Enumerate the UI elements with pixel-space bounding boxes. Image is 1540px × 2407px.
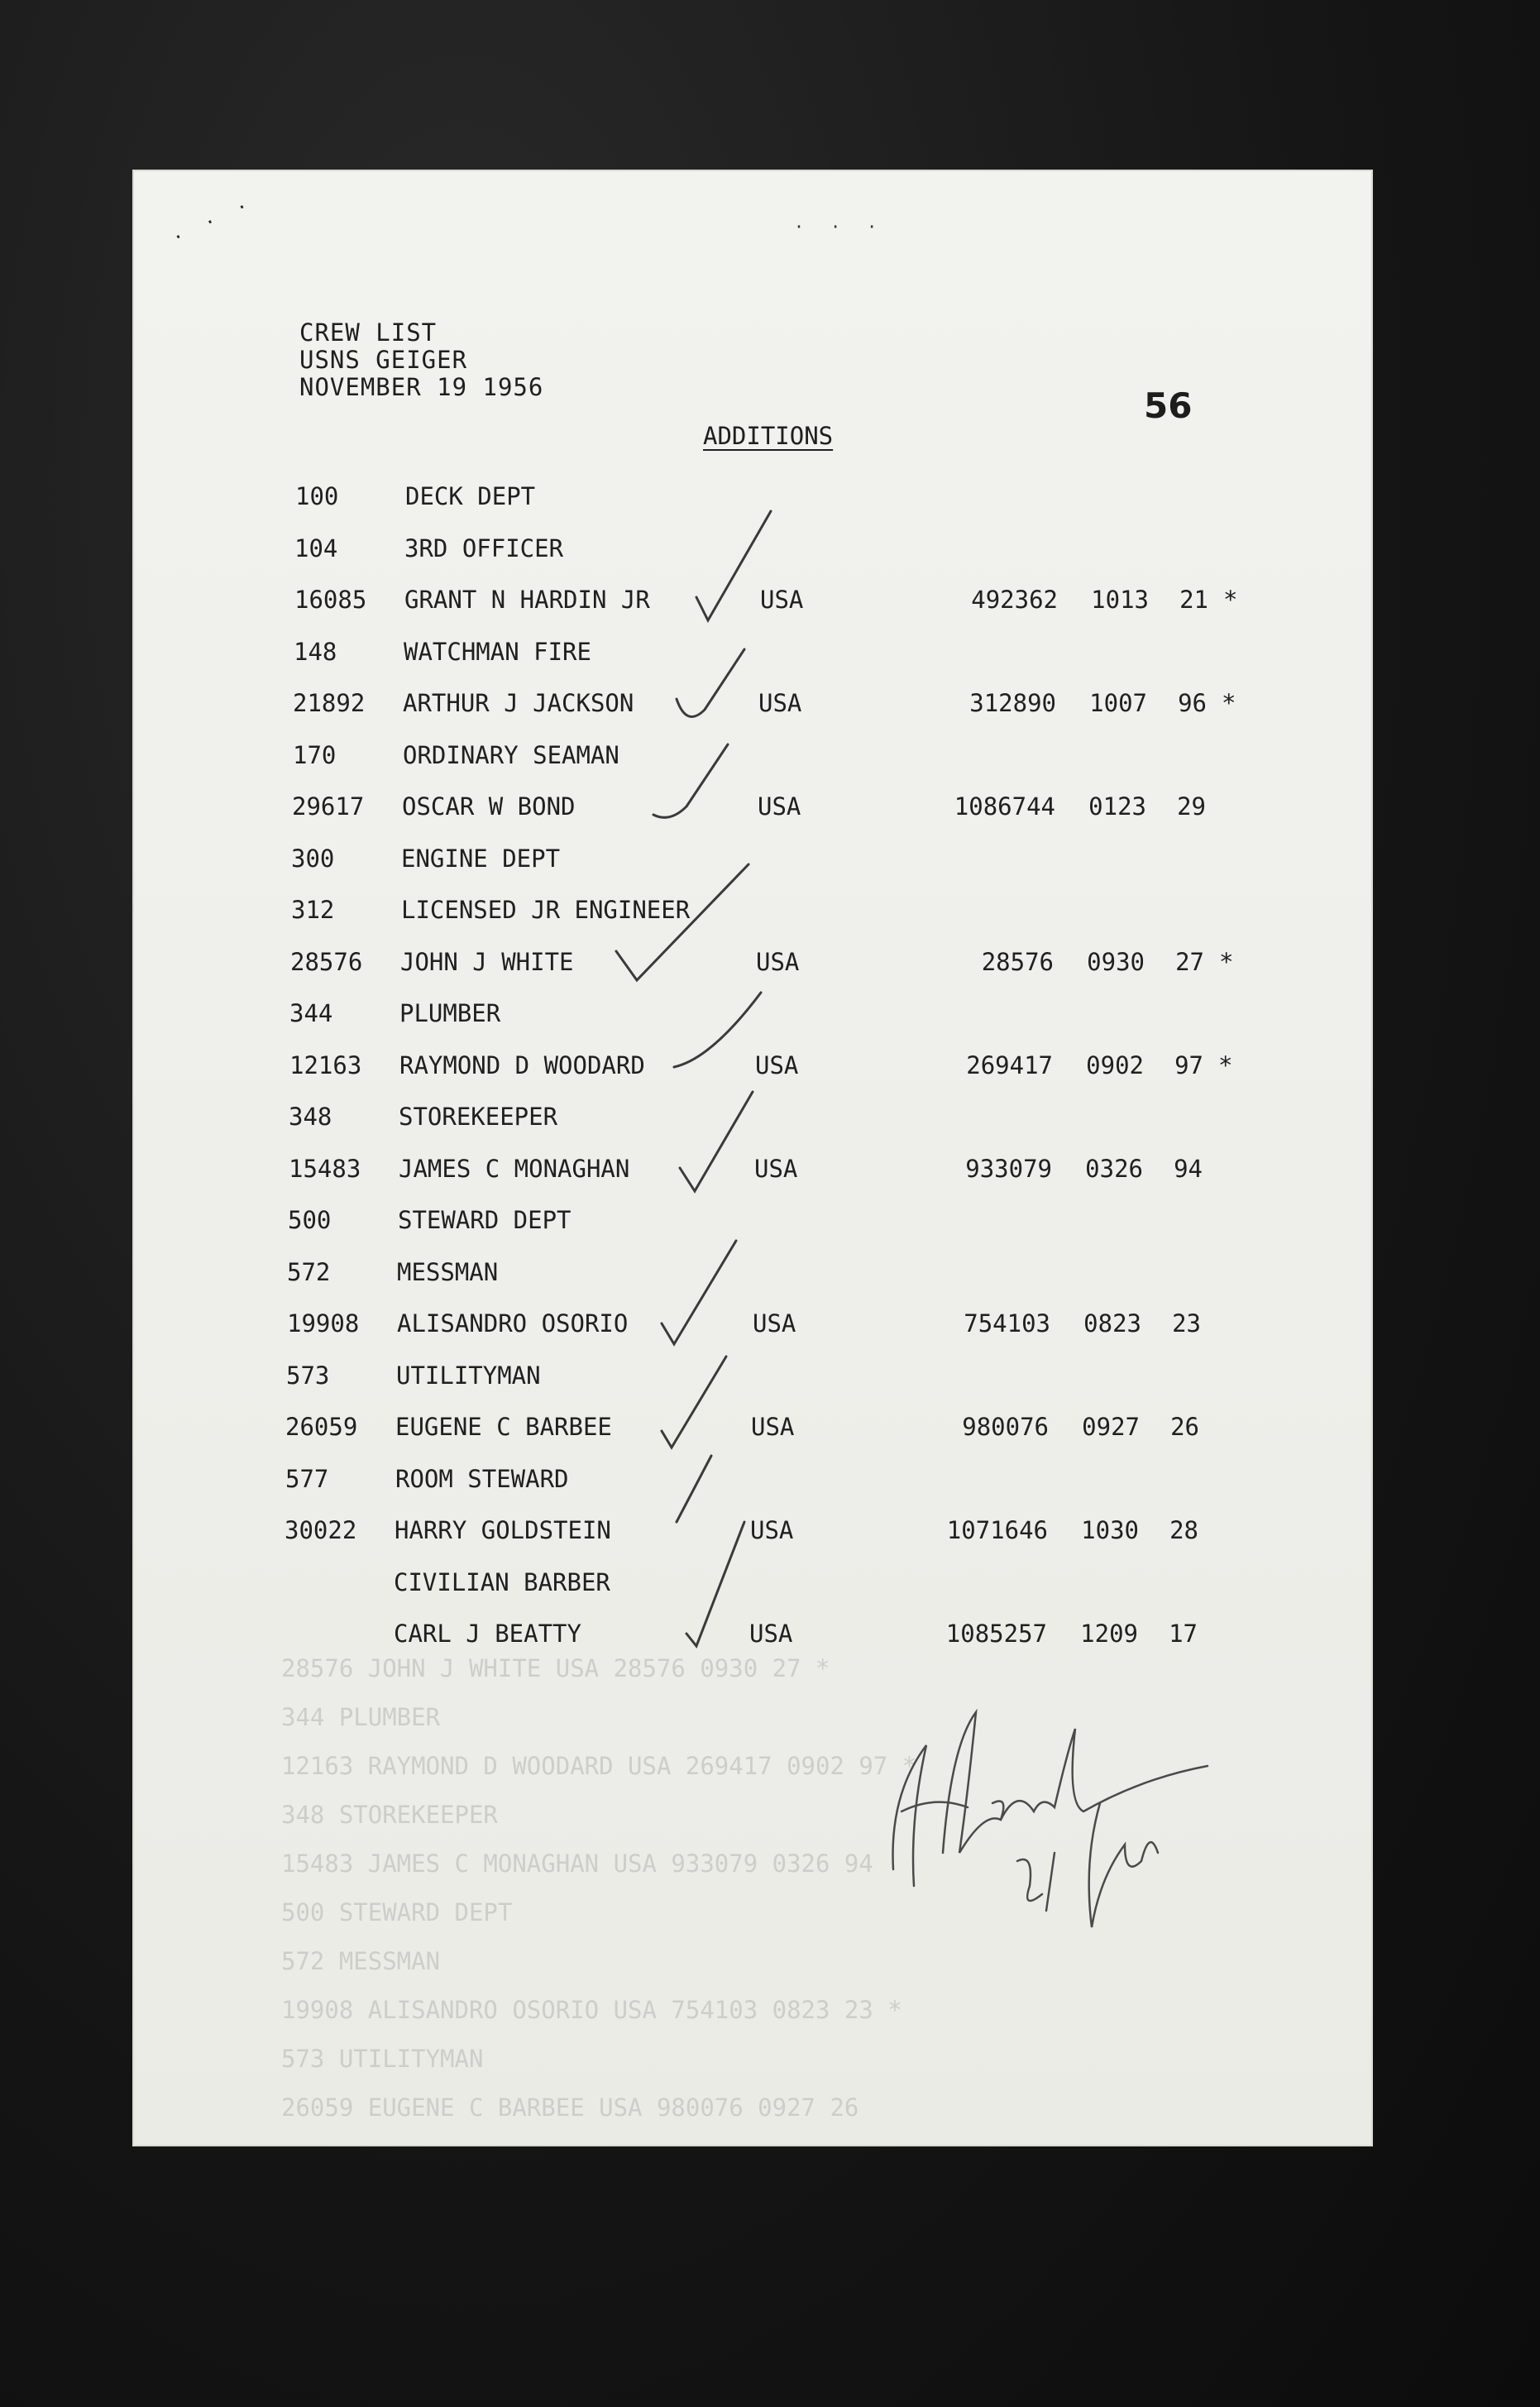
time-value: 0823 <box>1083 1309 1141 1337</box>
section-title: ADDITIONS <box>703 422 834 450</box>
bleed-through-line: 500 STEWARD DEPT <box>281 1898 513 1926</box>
bleed-through-line: 348 STOREKEEPER <box>281 1801 498 1829</box>
age-value: 28 <box>1169 1516 1198 1544</box>
table-row <box>0 741 1540 774</box>
header-line-1: CREW LIST <box>299 318 438 347</box>
table-row <box>0 792 1540 825</box>
bleed-through-line: 344 PLUMBER <box>281 1703 441 1731</box>
crew-entry-label: HARRY GOLDSTEIN <box>395 1516 611 1544</box>
crew-code: 15483 <box>289 1154 361 1183</box>
table-row <box>0 586 1540 619</box>
paper-specks-top: · · · <box>794 217 886 237</box>
crew-code: 573 <box>286 1361 330 1390</box>
crew-code: 28576 <box>290 947 363 976</box>
table-row <box>0 1568 1540 1601</box>
crew-entry-label: STOREKEEPER <box>399 1103 558 1131</box>
crew-code: 500 <box>288 1206 332 1234</box>
crew-entry-label: ORDINARY SEAMAN <box>403 740 619 769</box>
crew-entry-label: MESSMAN <box>397 1257 499 1286</box>
table-row <box>0 1516 1540 1549</box>
crew-code: 19908 <box>287 1309 360 1337</box>
age-value: 97 <box>1174 1050 1203 1079</box>
table-row <box>0 845 1540 878</box>
nationality: USA <box>754 1154 798 1183</box>
crew-entry-label: CIVILIAN BARBER <box>394 1567 610 1596</box>
certificate-number: 1071646 <box>946 1516 1048 1544</box>
bleed-through-line: 12163 RAYMOND D WOODARD USA 269417 0902 97 * <box>281 1752 917 1780</box>
nationality: USA <box>753 1309 796 1337</box>
time-value: 0927 <box>1082 1413 1140 1441</box>
crew-entry-label: OSCAR W BOND <box>402 792 576 821</box>
crew-entry-label: DECK DEPT <box>405 482 536 510</box>
crew-code: 29617 <box>292 792 365 821</box>
table-row <box>0 1051 1540 1084</box>
crew-code: 148 <box>294 637 337 666</box>
time-value: 0123 <box>1088 792 1146 821</box>
crew-code: 100 <box>295 482 339 510</box>
age-value: 21 <box>1179 586 1208 614</box>
asterisk-mark: * <box>1219 947 1234 976</box>
crew-entry-label: ENGINE DEPT <box>401 844 561 873</box>
crew-entry-label: GRANT N HARDIN JR <box>404 586 650 614</box>
crew-code: 572 <box>287 1257 331 1286</box>
table-row <box>0 534 1540 567</box>
table-row <box>0 1258 1540 1291</box>
table-row <box>0 896 1540 929</box>
crew-code: 348 <box>289 1103 332 1131</box>
certificate-number: 1085257 <box>945 1620 1047 1648</box>
crew-entry-label: JOHN J WHITE <box>400 947 574 976</box>
bleed-through-line: 15483 JAMES C MONAGHAN USA 933079 0326 94 <box>281 1850 873 1878</box>
certificate-number: 754103 <box>964 1309 1050 1337</box>
table-row <box>0 999 1540 1032</box>
table-row <box>0 638 1540 671</box>
time-value: 0326 <box>1085 1154 1143 1183</box>
asterisk-mark: * <box>1222 689 1236 717</box>
nationality: USA <box>758 792 801 821</box>
nationality: USA <box>755 1050 799 1079</box>
crew-entry-label: STEWARD DEPT <box>398 1206 572 1234</box>
certificate-number: 269417 <box>966 1050 1053 1079</box>
table-row <box>0 1620 1540 1653</box>
age-value: 23 <box>1172 1309 1201 1337</box>
crew-code: 312 <box>291 896 335 924</box>
crew-code: 300 <box>291 844 335 873</box>
asterisk-mark: * <box>1223 586 1238 614</box>
crew-entry-label: UTILITYMAN <box>396 1361 541 1390</box>
crew-code: 170 <box>293 740 337 769</box>
nationality: USA <box>760 586 804 614</box>
age-value: 29 <box>1177 792 1206 821</box>
nationality: USA <box>758 689 802 717</box>
header-line-2: USNS GEIGER <box>299 346 468 374</box>
table-row <box>0 1361 1540 1395</box>
crew-code: 577 <box>285 1464 329 1493</box>
bleed-through-line: 26059 EUGENE C BARBEE USA 980076 0927 26 <box>281 2094 859 2122</box>
bleed-through-line: 572 MESSMAN <box>281 1947 441 1975</box>
crew-code: 26059 <box>285 1413 358 1441</box>
nationality: USA <box>750 1516 794 1544</box>
age-value: 96 <box>1178 689 1207 717</box>
certificate-number: 1086744 <box>954 792 1055 821</box>
crew-entry-label: 3RD OFFICER <box>404 534 564 562</box>
bleed-through-line: 28576 JOHN J WHITE USA 28576 0930 27 * <box>281 1654 830 1682</box>
table-row <box>0 1309 1540 1342</box>
crew-entry-label: LICENSED JR ENGINEER <box>401 896 691 924</box>
age-value: 17 <box>1169 1620 1198 1648</box>
table-row <box>0 1413 1540 1446</box>
crew-entry-label: ALISANDRO OSORIO <box>397 1309 629 1337</box>
crew-entry-label: CARL J BEATTY <box>394 1620 581 1648</box>
certificate-number: 980076 <box>962 1413 1049 1441</box>
crew-entry-label: EUGENE C BARBEE <box>395 1413 612 1441</box>
certificate-number: 28576 <box>981 947 1054 976</box>
time-value: 0930 <box>1087 947 1145 976</box>
header-line-3: NOVEMBER 19 1956 <box>299 373 544 401</box>
crew-code: 21892 <box>293 689 366 717</box>
crew-entry-label: PLUMBER <box>399 999 501 1027</box>
time-value: 1013 <box>1091 586 1149 614</box>
nationality: USA <box>751 1413 795 1441</box>
time-value: 1007 <box>1089 689 1147 717</box>
nationality: USA <box>756 947 800 976</box>
table-row <box>0 1206 1540 1239</box>
handwritten-signature <box>877 1696 1232 1944</box>
crew-entry-label: RAYMOND D WOODARD <box>399 1050 645 1079</box>
table-row <box>0 1103 1540 1136</box>
age-value: 94 <box>1174 1154 1203 1183</box>
crew-entry-label: WATCHMAN FIRE <box>404 637 591 666</box>
table-row <box>0 1155 1540 1188</box>
crew-entry-label: ARTHUR J JACKSON <box>403 689 634 717</box>
crew-code: 12163 <box>289 1050 362 1079</box>
paper-specks: · · · <box>169 193 258 250</box>
crew-code: 344 <box>289 999 333 1027</box>
table-row <box>0 482 1540 515</box>
certificate-number: 933079 <box>965 1154 1052 1183</box>
crew-entry-label: JAMES C MONAGHAN <box>399 1154 630 1183</box>
time-value: 1209 <box>1080 1620 1138 1648</box>
bleed-through-line: 19908 ALISANDRO OSORIO USA 754103 0823 23 * <box>281 1996 902 2024</box>
page-number: 56 <box>1144 385 1193 426</box>
table-row <box>0 948 1540 981</box>
age-value: 27 <box>1175 947 1204 976</box>
time-value: 0902 <box>1086 1050 1144 1079</box>
certificate-number: 492362 <box>971 586 1058 614</box>
table-row <box>0 689 1540 722</box>
crew-code: 16085 <box>294 586 367 614</box>
nationality: USA <box>749 1620 793 1648</box>
asterisk-mark: * <box>1218 1050 1233 1079</box>
crew-code: 104 <box>294 534 338 562</box>
certificate-number: 312890 <box>969 689 1056 717</box>
time-value: 1030 <box>1081 1516 1139 1544</box>
bleed-through-line: 573 UTILITYMAN <box>281 2045 484 2073</box>
crew-code: 30022 <box>285 1516 357 1544</box>
crew-entry-label: ROOM STEWARD <box>395 1464 569 1493</box>
age-value: 26 <box>1170 1413 1199 1441</box>
table-row <box>0 1465 1540 1498</box>
